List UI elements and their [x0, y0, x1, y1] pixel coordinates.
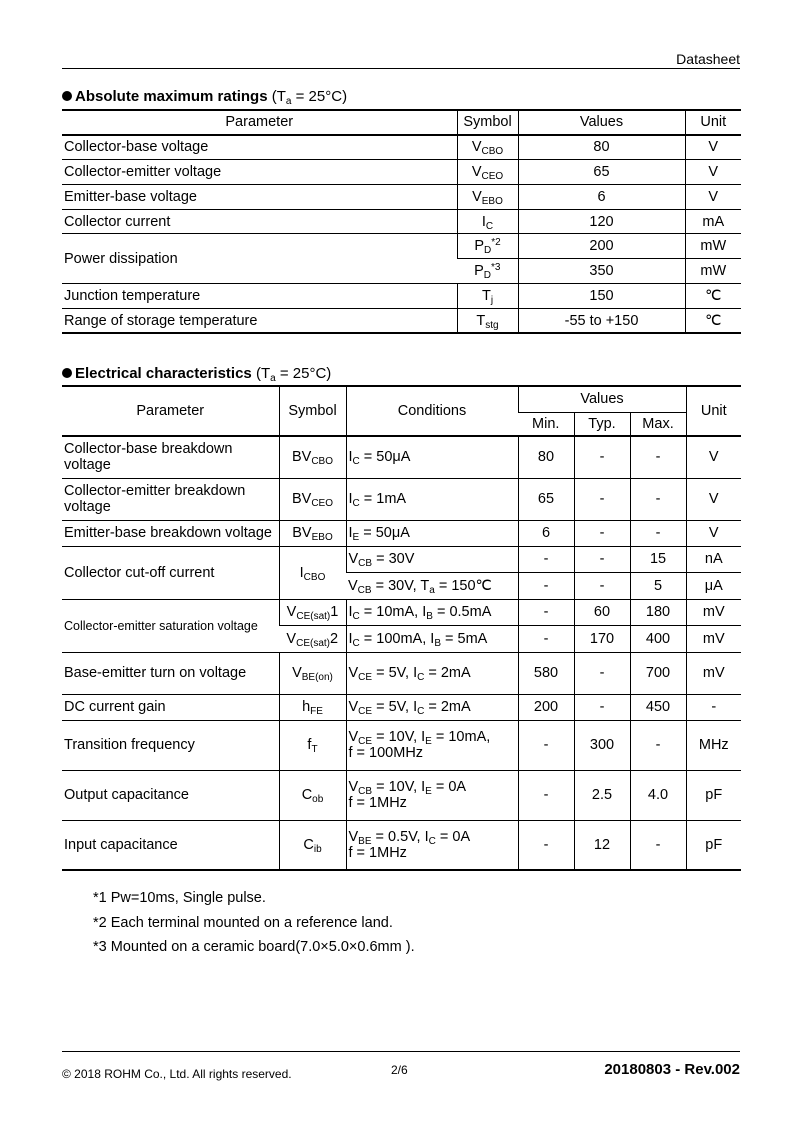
typ-cell: 60: [574, 599, 630, 625]
condition-cell: [346, 770, 518, 820]
unit-cell: V: [686, 436, 741, 478]
cond-text: $V_{BE} = 0.5V$, $I_C = 0A$ f = 1MHz: [348, 828, 471, 861]
max-cell: -: [630, 436, 686, 478]
condition-cell: [346, 520, 518, 546]
header-typ: Typ.: [574, 412, 630, 436]
unit-cell: pF: [686, 820, 741, 870]
typ-cell: -: [574, 546, 630, 572]
param-cell: Input capacitance: [62, 820, 279, 870]
page-number: 2/6: [391, 1063, 408, 1077]
condition-cell: [346, 478, 518, 520]
param-cell: Range of storage temperature: [62, 308, 457, 333]
cond-text: $V_{CB} = 10V$, $I_E = 0A$ f = 1MHz: [348, 779, 467, 811]
abs-max-title: Absolute maximum ratings: [75, 88, 268, 105]
header-parameter: Parameter: [62, 110, 457, 135]
header-parameter: Parameter: [62, 386, 279, 436]
table-row: [62, 234, 741, 259]
symbol-cell: $I_C$: [457, 209, 518, 234]
max-cell: -: [630, 720, 686, 770]
symbol-cell: $V_{BE(on)}$: [279, 652, 346, 694]
header-min: Min.: [518, 412, 574, 436]
max-cell: 400: [630, 625, 686, 652]
unit-cell: V: [686, 478, 741, 520]
unit-cell: -: [686, 694, 741, 720]
condition-cell: [346, 652, 518, 694]
table-row: [62, 652, 741, 694]
table-row: [62, 284, 741, 309]
elec-table: [62, 385, 741, 871]
min-cell: -: [518, 720, 574, 770]
value-cell: 80: [518, 135, 685, 160]
symbol-cell: $h_{FE}$: [279, 694, 346, 720]
param-cell: Emitter-base breakdown voltage: [62, 520, 279, 546]
unit-cell: ℃: [685, 308, 741, 333]
table-row: [62, 520, 741, 546]
elec-title: Electrical characteristics: [75, 365, 252, 382]
min-cell: -: [518, 625, 574, 652]
max-cell: 4.0: [630, 770, 686, 820]
symbol-cell: $V_{CE(sat)}1$: [279, 599, 346, 625]
cond-text: $I_C = 50\mu A$: [348, 449, 411, 468]
typ-cell: -: [574, 652, 630, 694]
header-unit: Unit: [685, 110, 741, 135]
header-conditions: Conditions: [346, 386, 518, 436]
typ-cell: -: [574, 478, 630, 520]
cond-text: $V_{CB} = 30V$: [348, 551, 415, 569]
value-cell: 350: [518, 259, 685, 284]
cond-text: $V_{CE} = 5V$, $I_C = 2mA$: [348, 665, 471, 683]
table-row: [62, 694, 741, 720]
table-row: [62, 599, 741, 625]
elec-section-title: [62, 365, 331, 382]
min-cell: -: [518, 572, 574, 599]
min-cell: -: [518, 770, 574, 820]
footnote-2: *2 Each terminal mounted on a reference land.: [93, 915, 393, 931]
typ-cell: 300: [574, 720, 630, 770]
symbol-cell: $V_{CBO}$: [457, 135, 518, 160]
unit-cell: V: [686, 520, 741, 546]
value-cell: -55 to +150: [518, 308, 685, 333]
table-row: [62, 820, 741, 870]
table-row: [62, 478, 741, 520]
header-unit: Unit: [686, 386, 741, 436]
value-cell: 200: [518, 234, 685, 259]
table-row: [62, 308, 741, 333]
max-cell: -: [630, 478, 686, 520]
param-cell: Collector-emitter saturation voltage: [62, 599, 279, 652]
table-row: [62, 770, 741, 820]
cond-text: $I_C = 10mA$, $I_B = 0.5mA$: [348, 604, 492, 622]
table-row: [62, 720, 741, 770]
value-cell: 150: [518, 284, 685, 309]
symbol-cell: $BV_{CBO}$: [279, 436, 346, 478]
condition-cell: [346, 599, 518, 625]
revision: 20180803 - Rev.002: [604, 1061, 740, 1078]
min-cell: 580: [518, 652, 574, 694]
param-cell: Junction temperature: [62, 284, 457, 309]
param-cell: Collector-base voltage: [62, 135, 457, 160]
unit-cell: nA: [686, 546, 741, 572]
typ-cell: 12: [574, 820, 630, 870]
unit-cell: ℃: [685, 284, 741, 309]
bullet-icon: [62, 368, 72, 378]
max-cell: 15: [630, 546, 686, 572]
header-symbol: Symbol: [457, 110, 518, 135]
param-cell: Collector cut-off current: [62, 546, 279, 599]
param-cell: DC current gain: [62, 694, 279, 720]
table-row: [62, 546, 741, 572]
value-cell: 65: [518, 160, 685, 185]
condition-cell: [346, 820, 518, 870]
table-header-row: [62, 386, 741, 412]
symbol-cell: $C_{ob}$: [279, 770, 346, 820]
symbol-cell: $BV_{CEO}$: [279, 478, 346, 520]
table-row: [62, 160, 741, 185]
cond-text: $I_C = 1mA$: [348, 491, 407, 509]
abs-max-section-title: [62, 88, 347, 105]
unit-cell: mW: [685, 259, 741, 284]
unit-cell: V: [685, 135, 741, 160]
symbol-cell: $BV_{EBO}$: [279, 520, 346, 546]
symbol-cell: $V_{CE(sat)}2$: [279, 625, 346, 652]
unit-cell: V: [685, 160, 741, 185]
param-cell: Power dissipation: [62, 234, 457, 284]
min-cell: -: [518, 546, 574, 572]
table-row: [62, 135, 741, 160]
value-cell: 120: [518, 209, 685, 234]
table-row: [62, 209, 741, 234]
max-cell: 180: [630, 599, 686, 625]
value-cell: 6: [518, 184, 685, 209]
table-header-row: [62, 110, 741, 135]
condition-cell: [346, 572, 518, 599]
param-cell: Collector current: [62, 209, 457, 234]
max-cell: 450: [630, 694, 686, 720]
condition-cell: [346, 625, 518, 652]
cond-text: $V_{CB} = 30V$, $T_a$ = 150℃: [348, 577, 492, 596]
unit-cell: mW: [685, 234, 741, 259]
min-cell: -: [518, 599, 574, 625]
unit-cell: mA: [685, 209, 741, 234]
typ-cell: -: [574, 694, 630, 720]
document-type-label: Datasheet: [676, 51, 740, 67]
min-cell: 80: [518, 436, 574, 478]
table-row: [62, 184, 741, 209]
typ-cell: -: [574, 436, 630, 478]
unit-cell: pF: [686, 770, 741, 820]
symbol-cell: $P_D^{*2}$: [457, 234, 518, 259]
max-cell: 5: [630, 572, 686, 599]
condition-cell: [346, 720, 518, 770]
symbol-cell: $T_j$: [457, 284, 518, 309]
symbol-cell: $I_{CBO}$: [279, 546, 346, 599]
typ-cell: 170: [574, 625, 630, 652]
symbol-cell: $V_{EBO}$: [457, 184, 518, 209]
typ-cell: -: [574, 572, 630, 599]
unit-cell: mV: [686, 625, 741, 652]
min-cell: 200: [518, 694, 574, 720]
cond-text: $I_E = 50\mu A$: [348, 525, 410, 543]
footnote-1: *1 Pw=10ms, Single pulse.: [93, 890, 266, 906]
condition-cell: [346, 436, 518, 478]
typ-cell: 2.5: [574, 770, 630, 820]
param-cell: Collector-base breakdown voltage: [62, 436, 279, 478]
param-cell: Base-emitter turn on voltage: [62, 652, 279, 694]
table-row: [62, 436, 741, 478]
min-cell: 6: [518, 520, 574, 546]
footer-divider: [62, 1051, 740, 1052]
footnote-3: *3 Mounted on a ceramic board(7.0×5.0×0.6mm ).: [93, 939, 415, 955]
cond-text: $I_C = 100mA$, $I_B = 5mA$: [348, 630, 488, 649]
unit-cell: V: [685, 184, 741, 209]
elec-condition: $(T_a = 25^\circ C)$: [255, 365, 332, 384]
symbol-cell: $V_{CEO}$: [457, 160, 518, 185]
min-cell: -: [518, 820, 574, 870]
symbol-cell: $P_D^{*3}$: [457, 259, 518, 284]
unit-cell: mV: [686, 652, 741, 694]
bullet-icon: [62, 91, 72, 101]
header-max: Max.: [630, 412, 686, 436]
abs-max-table: [62, 109, 741, 334]
param-cell: Emitter-base voltage: [62, 184, 457, 209]
cond-text: $V_{CE} = 10V$, $I_E = 10mA$, f = 100MHz: [348, 729, 491, 761]
symbol-cell: $T_{stg}$: [457, 308, 518, 333]
param-cell: Collector-emitter voltage: [62, 160, 457, 185]
max-cell: -: [630, 820, 686, 870]
max-cell: 700: [630, 652, 686, 694]
unit-cell: μA: [686, 572, 741, 599]
param-cell: Transition frequency: [62, 720, 279, 770]
typ-cell: -: [574, 520, 630, 546]
param-cell: Collector-emitter breakdown voltage: [62, 478, 279, 520]
cond-text: $V_{CE} = 5V$, $I_C = 2mA$: [348, 699, 471, 717]
max-cell: -: [630, 520, 686, 546]
condition-cell: [346, 694, 518, 720]
symbol-cell: $f_T$: [279, 720, 346, 770]
copyright: © 2018 ROHM Co., Ltd. All rights reserved.: [62, 1067, 292, 1081]
min-cell: 65: [518, 478, 574, 520]
condition-cell: [346, 546, 518, 572]
header-symbol: Symbol: [279, 386, 346, 436]
header-values: Values: [518, 386, 686, 412]
symbol-cell: $C_{ib}$: [279, 820, 346, 870]
unit-cell: mV: [686, 599, 741, 625]
header-divider: [62, 68, 740, 69]
param-cell: Output capacitance: [62, 770, 279, 820]
header-values: Values: [518, 110, 685, 135]
unit-cell: MHz: [686, 720, 741, 770]
abs-max-condition: $(T_a = 25^\circ C)$: [271, 88, 348, 107]
